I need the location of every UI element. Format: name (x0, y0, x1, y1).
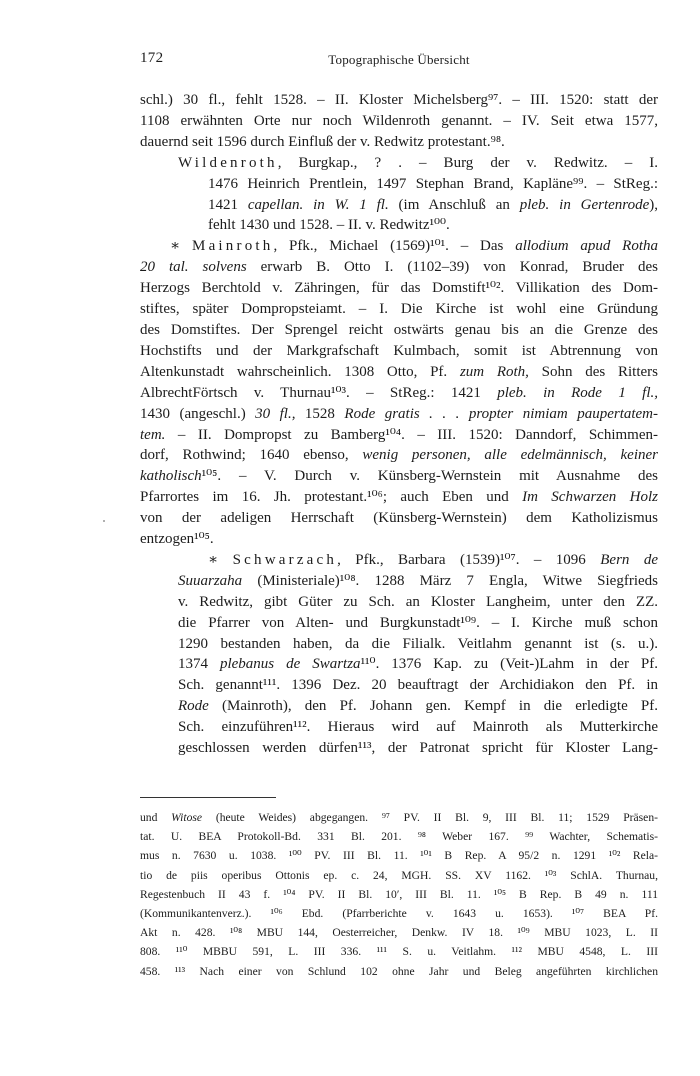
text-line: Suuarzaha (Ministeriale)¹⁰⁸. 1288 März 7 Engla, Witwe Siegfrieds (178, 572, 658, 589)
paragraph-continuation (140, 90, 658, 153)
entry-mainroth (140, 236, 658, 550)
text-line: ∗ Schwarzach, Pfk., Barbara (1539)¹⁰⁷. – 1096 Bern de (208, 551, 658, 568)
entry-wildenroth (140, 153, 658, 237)
footnote-line: Akt n. 428. ¹⁰⁸ MBU 144, Oesterreicher, Denkw. IV 18. ¹⁰⁹ MBU 1023, L. II (140, 926, 658, 940)
text-line: stiftes, später Dompropsteiamt. – I. Die Kirche ist wohl eine Gründung (140, 301, 658, 318)
running-header (140, 50, 658, 72)
footnotes (140, 808, 658, 981)
margin-mark (103, 520, 105, 522)
text-line: 1430 (angeschl.) 30 fl., 1528 Rode gratis . . . propter nimiam paupertatem- (140, 405, 659, 422)
text-line: schl.) 30 fl., fehlt 1528. – II. Kloster Michelsberg⁹⁷. – III. 1520: statt der (140, 92, 658, 108)
entry-name: Mainroth (192, 238, 274, 255)
text-line: dauernd seit 1596 durch Einfluß der v. Redwitz protestant.⁹⁸. (140, 133, 505, 150)
entry-schwarzach (140, 550, 658, 759)
text-line: Herzogs Berchtold v. Zähringen, für das Domstift¹⁰². Villikation des Dom- (140, 280, 658, 297)
footnote-line: 808. ¹¹⁰ MBBU 591, L. III 336. ¹¹¹ S. u. Veitlahm. ¹¹² MBU 4548, L. III (140, 945, 658, 959)
text-line: von der adeligen Herrschaft (Künsberg-Wernstein) dem Katholizismus (140, 510, 658, 527)
running-title: Topographische Übersicht (328, 52, 470, 67)
text-line: 1476 Heinrich Prentlein, 1497 Stephan Brand, Kapläne⁹⁹. – StReg.: (208, 175, 658, 192)
star-marker: ∗ (170, 238, 181, 255)
text-line: v. Redwitz, gibt Güter zu Sch. an Kloster Langheim, unter den ZZ. (178, 593, 658, 610)
entry-name: Wildenroth (178, 154, 278, 171)
footnote-line: Regestenbuch II 43 f. ¹⁰⁴ PV. II Bl. 10′, III Bl. 11. ¹⁰⁵ B Rep. B 49 n. 111 (140, 887, 658, 901)
text-line: 1374 plebanus de Swartza¹¹⁰. 1376 Kap. zu (Veit-)Lahm in der Pf. (178, 656, 658, 673)
footnote-line: (Kommunikantenverz.). ¹⁰⁶ Ebd. (Pfarrberichte v. 1643 u. 1653). ¹⁰⁷ BEA Pf. (140, 907, 658, 921)
text-line: tem. – II. Dompropst zu Bamberg¹⁰⁴. – III. 1520: Danndorf, Schimmen- (140, 426, 658, 443)
footnote-line: 458. ¹¹³ Nach einer von Schlund 102 ohne Jahr und Beleg angeführten kirchlichen (140, 964, 658, 978)
text-line: fehlt 1430 und 1528. – II. v. Redwitz¹⁰⁰. (208, 217, 450, 234)
footnote-line: tio de piis operibus Ottonis ep. c. 24, MGH. SS. XV 1162. ¹⁰³ SchlA. Thurnau, (140, 868, 658, 882)
footnote-line: mus n. 7630 u. 1038. ¹⁰⁰ PV. III Bl. 11. ¹⁰¹ B Rep. A 95/2 n. 1291 ¹⁰² Rela- (140, 849, 658, 863)
text-line: des Domstiftes. Der Sprengel reicht ostwärts genau bis an die Grenze des (140, 321, 658, 338)
main-text (140, 90, 658, 759)
text-line: ∗ Mainroth, Pfk., Michael (1569)¹⁰¹. – Das allodium apud Rotha (170, 238, 659, 255)
page-number: 172 (140, 50, 164, 66)
text-line: 1108 erwähnten Orte nur noch Wildenroth genannt. – IV. Seit etwa 1577, (140, 112, 658, 129)
text-line: 20 tal. solvens erwarb B. Otto I. (1102–39) von Konrad, Bruder des (140, 259, 659, 276)
entry-name: Schwarzach (232, 551, 338, 568)
text-line: Hochstifts und der Markgrafschaft Kulmbach, somit ist Abtrennung von (140, 342, 658, 359)
text-line: 1290 bestanden haben, da die Filialk. Veitlahm genannt ist (s. u.). (178, 635, 658, 652)
footnote-line: und Witose (heute Weides) abgegangen. ⁹⁷ PV. II Bl. 9, III Bl. 11; 1529 Präsen- (140, 811, 658, 824)
text-line: katholisch¹⁰⁵. – V. Durch v. Künsberg-Wernstein mit Ausnahme des (140, 468, 658, 485)
text-line: 1421 capellan. in W. 1 fl. (im Anschluß an pleb. in Gertenrode), (208, 196, 658, 213)
text-line: Rode (Mainroth), den Pf. Johann gen. Kempf in die erledigte Pf. (178, 698, 658, 715)
text-line: entzogen¹⁰⁵. (140, 531, 214, 548)
text-line: die Pfarrer von Alten- und Burgkunstadt¹⁰⁹. – I. Kirche muß schon (178, 614, 658, 631)
text-line: Sch. einzuführen¹¹². Hieraus wird auf Mainroth als Mutterkirche (178, 719, 658, 736)
text-line: Altenkunstadt wahrscheinlich. 1308 Otto, Pf. zum Roth, Sohn des Ritters (140, 363, 659, 380)
text-line: AlbrechtFörtsch v. Thurnau¹⁰³. – StReg.: 1421 pleb. in Rode 1 fl., (140, 384, 658, 401)
text-line: Pfarrortes im 16. Jh. protestant.¹⁰⁶; auch Eben und Im Schwarzen Holz (140, 489, 658, 506)
footnote-rule (140, 797, 276, 798)
footnote-line: tat. U. BEA Protokoll-Bd. 331 Bl. 201. ⁹⁸ Weber 167. ⁹⁹ Wachter, Schematis- (140, 830, 658, 844)
star-marker: ∗ (208, 551, 219, 568)
text-line: dorf, Rothwind; 1640 ebenso, wenig personen, alle edelmännisch, keiner (140, 447, 658, 464)
text-line: Wildenroth, Burgkap., ? . – Burg der v. Redwitz. – I. (178, 154, 658, 171)
text-line: Sch. genannt¹¹¹. 1396 Dez. 20 beauftragt der Archidiakon den Pf. in (178, 677, 658, 694)
text-line: geschlossen werden dürfen¹¹³, der Patronat spricht für Kloster Lang- (178, 740, 658, 757)
